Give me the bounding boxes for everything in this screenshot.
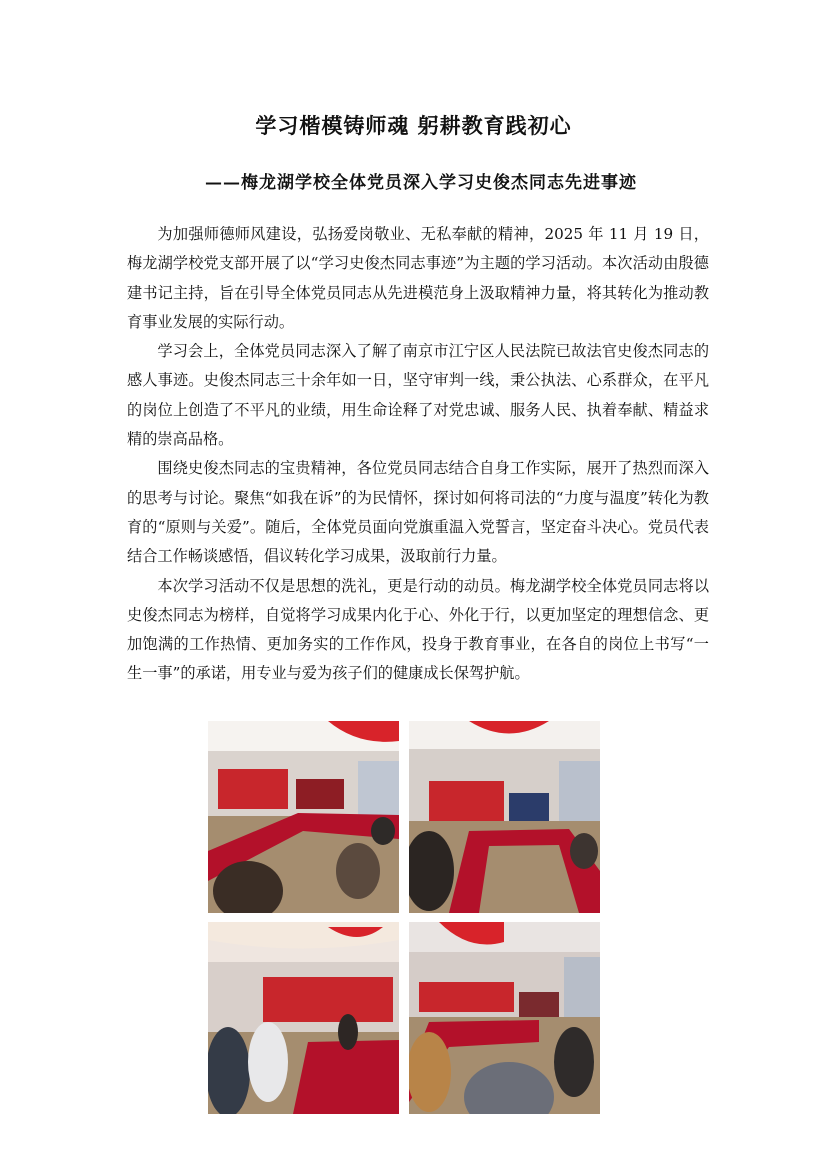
paragraph-4: 本次学习活动不仅是思想的洗礼，更是行动的动员。梅龙湖学校全体党员同志将以史俊杰同志为榜样，自觉将学习成果内化于心、外化于行，以更加坚定的理想信念、更加饱满的工作热情、更加务实的工作作风，投身于教育事业，在各自的岗位上书写“一生一事”的承诺，用专业与爱为孩子们的健康成长保驾护航。 <box>127 576 709 683</box>
article-body <box>127 220 709 689</box>
meeting-photo-2 <box>409 721 600 913</box>
meeting-photo-1 <box>208 721 399 913</box>
paragraph-1: 为加强师德师风建设，弘扬爱岗敬业、无私奉献的精神，2025 年 11 月 19 日，梅龙湖学校党支部开展了以“学习史俊杰同志事迹”为主题的学习活动。本次活动由殷德建书记主持，旨在引导全体党员同志从先进模范身上汲取精神力量，将其转化为推动教育事业发展的实际行动。 <box>127 225 709 331</box>
page-title: 学习楷模铸师魂 躬耕教育践初心 <box>255 114 572 138</box>
meeting-photo-4 <box>409 922 600 1114</box>
meeting-photo-3 <box>208 922 399 1114</box>
page-subtitle: ——梅龙湖学校全体党员深入学习史俊杰同志先进事迹 <box>205 173 637 193</box>
photo-grid <box>208 721 600 1114</box>
paragraph-3: 围绕史俊杰同志的宝贵精神，各位党员同志结合自身工作实际，展开了热烈而深入的思考与讨论。聚焦“如我在诉”的为民情怀，探讨如何将司法的“力度与温度”转化为教育的“原则与关爱”。随后，全体党员面向党旗重温入党誓言，坚定奋斗决心。党员代表结合工作畅谈感悟，倡议转化学习成果，汲取前行力量。 <box>127 459 709 566</box>
paragraph-2: 学习会上，全体党员同志深入了解了南京市江宁区人民法院已故法官史俊杰同志的感人事迹。史俊杰同志三十余年如一日，坚守审判一线，秉公执法、心系群众，在平凡的岗位上创造了不平凡的业绩，用生命诠释了对党忠诚、服务人民、执着奉献、精益求精的崇高品格。 <box>127 342 709 449</box>
